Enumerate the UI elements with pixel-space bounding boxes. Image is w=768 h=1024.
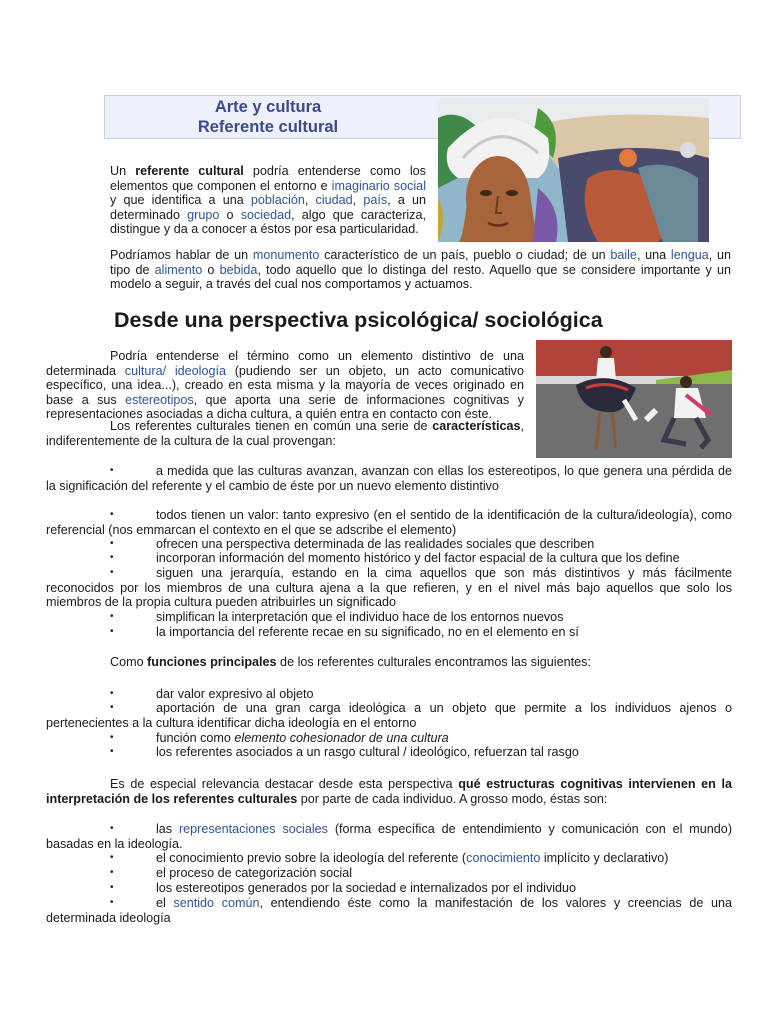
list-item-text: todos tienen un valor: tanto expresivo (en el sentido de la identificación de la cultura/ideología), como referencial (nos emmarcan el contexto en el que se adscribe el elemento) xyxy=(46,508,732,537)
link-sociedad[interactable]: sociedad xyxy=(240,207,292,222)
text: , xyxy=(352,193,364,207)
link-cultura-ideologia[interactable]: cultura/ ideología xyxy=(124,363,226,378)
list-item: ofrecen una perspectiva determinada de las realidades sociales que describen xyxy=(156,537,595,551)
italic-term: elemento cohesionador de una cultura xyxy=(234,731,449,745)
text: el xyxy=(156,896,174,910)
text: , todo aquello que lo distinga del resto. Aquello que se considere importante y un modelo a seguir, a través del cual nos comportamos y actuamos. xyxy=(110,262,731,291)
mural-image xyxy=(438,98,709,242)
bullet: • xyxy=(110,897,114,908)
list-item xyxy=(46,822,732,851)
text: implícito y declarativo) xyxy=(540,851,669,865)
text: las xyxy=(156,822,179,836)
list-item: los estereotipos generados por la sociedad e internalizados por el individuo xyxy=(156,881,577,895)
list-item: los referentes asociados a un rasgo cultural / ideológico, refuerzan tal rasgo xyxy=(156,745,579,759)
list-item: dar valor expresivo al objeto xyxy=(156,687,314,701)
text: Es de especial relevancia destacar desde esta perspectiva xyxy=(110,777,459,791)
page-title xyxy=(104,97,432,137)
bullet: • xyxy=(110,882,114,893)
bold-term: funciones principales xyxy=(147,655,277,669)
list-item xyxy=(46,566,732,610)
list-item xyxy=(156,731,449,746)
link-estereotipos[interactable]: estereotipos xyxy=(125,392,194,407)
structures-intro xyxy=(46,777,732,806)
link-baile[interactable]: baile xyxy=(610,248,637,262)
link-sentido-comun[interactable]: sentido común xyxy=(173,896,260,910)
list-item: la importancia del referente recae en su significado, no en el elemento en sí xyxy=(156,625,579,639)
text: por parte de cada individuo. A grosso modo, éstas son: xyxy=(297,791,608,806)
text: , un tipo de xyxy=(110,248,731,277)
intro-paragraph-2 xyxy=(110,248,731,292)
bullet: • xyxy=(110,823,114,834)
bullet: • xyxy=(110,746,114,757)
link-alimento[interactable]: alimento xyxy=(154,262,203,277)
text: o xyxy=(219,207,241,222)
text: , entendiendo éste como la manifestación de los valores y creencias de una determinada ideología xyxy=(46,896,732,925)
bullet: • xyxy=(110,465,114,476)
link-lengua[interactable]: lengua xyxy=(670,248,709,262)
text: Podría entenderse el término como un elemento distintivo de una determinada xyxy=(46,349,524,378)
bullet: • xyxy=(110,552,114,563)
list-item: simplifican la interpretación que el individuo hace de los entornos nuevos xyxy=(156,610,564,624)
bullet: • xyxy=(110,702,114,713)
bullet: • xyxy=(110,867,114,878)
text: Los referentes culturales tienen en común una serie de xyxy=(110,419,433,433)
list-item-text: aportación de una gran carga ideológica a un objeto que permite a los individuos ajenos o pertenecientes a la cultura identificar dicha ideología en el entorno xyxy=(46,701,732,730)
text: y que identifica a una xyxy=(110,193,251,207)
text: , indiferentemente de la cultura de la cual provengan: xyxy=(46,419,524,448)
text: , algo que caracteriza, distingue y da a conocer a éstos por esa particularidad. xyxy=(110,207,426,236)
text: , xyxy=(304,193,316,207)
text: o xyxy=(202,262,220,277)
text: , una xyxy=(636,248,671,262)
bullet: • xyxy=(110,567,114,578)
bullet: • xyxy=(110,688,114,699)
link-grupo[interactable]: grupo xyxy=(187,207,220,222)
list-item: incorporan información del momento histórico y del factor espacial de la cultura que los define xyxy=(156,551,680,565)
bold-term: qué estructuras cognitivas intervienen en la interpretación de los referentes culturales xyxy=(46,777,732,806)
list-item: el proceso de categorización social xyxy=(156,866,353,880)
text: (pudiendo ser un objeto, un acto comunicativo específico, una idea...), creado en esta misma y la mayoría de veces originado en base a sus xyxy=(46,363,524,407)
title-line-2: Referente cultural xyxy=(197,118,339,136)
text: característico de un país, pueblo o ciudad; de un xyxy=(319,248,611,262)
functions-intro xyxy=(110,655,731,670)
list-item xyxy=(46,701,732,730)
text: (forma específica de entendimiento y comunicación con el mundo) basadas en la ideología. xyxy=(46,822,733,851)
text: , que aporta una serie de informaciones cognitivas y representaciones asociadas a dicha cultura, a quién entra en contacto con éste. xyxy=(46,392,524,421)
link-representaciones-sociales[interactable]: representaciones sociales xyxy=(178,822,328,836)
intro-paragraph-1 xyxy=(110,164,426,237)
list-item xyxy=(156,851,668,866)
section-paragraph-1 xyxy=(46,349,524,422)
link-poblacion[interactable]: población xyxy=(250,193,305,207)
text: , a un determinado xyxy=(110,193,427,222)
title-line-1: Arte y cultura xyxy=(214,98,322,116)
bullet: • xyxy=(110,538,114,549)
link-pais[interactable]: país xyxy=(363,193,388,207)
bullet: • xyxy=(110,611,114,622)
bullet: • xyxy=(110,626,114,637)
text: el conocimiento previo sobre la ideología del referente ( xyxy=(156,851,467,865)
bullet: • xyxy=(110,852,114,863)
list-item xyxy=(46,464,732,493)
bullet: • xyxy=(110,732,114,743)
section-paragraph-2 xyxy=(46,419,524,448)
dancers-image xyxy=(536,340,732,458)
list-item xyxy=(46,896,732,925)
link-ciudad[interactable]: ciudad xyxy=(315,193,353,207)
link-bebida[interactable]: bebida xyxy=(219,262,258,277)
section-heading: Desde una perspectiva psicológica/ sociológica xyxy=(114,308,603,332)
text: Como xyxy=(110,655,148,669)
text: podría entenderse como los elementos que componen el entorno e xyxy=(110,164,426,193)
bold-term: referente cultural xyxy=(135,164,244,178)
bullet: • xyxy=(110,509,114,520)
text: Un xyxy=(110,164,136,178)
text: de los referentes culturales encontramos las siguientes: xyxy=(276,655,591,669)
bold-term: características xyxy=(432,419,521,433)
list-item-text: siguen una jerarquía, estando en la cima aquellos que son más distintivos y más fácilmente reconocidos por los miembros de una cultura ajena a la que refieren, y en el nivel más bajo aquellos que solo los miembros de la propia cultura pueden atribuirles un significado xyxy=(46,566,732,609)
link-imaginario-social[interactable]: imaginario social xyxy=(331,178,426,193)
link-monumento[interactable]: monumento xyxy=(252,248,320,262)
list-item xyxy=(46,508,732,537)
text: función como xyxy=(156,731,235,745)
text: Podríamos hablar de un xyxy=(110,248,253,262)
list-item-text: a medida que las culturas avanzan, avanzan con ellas los estereotipos, lo que genera una pérdida de la significación del referente y el cambio de éste por un nuevo elemento distintivo xyxy=(46,464,732,493)
link-conocimiento[interactable]: conocimiento xyxy=(466,851,541,865)
